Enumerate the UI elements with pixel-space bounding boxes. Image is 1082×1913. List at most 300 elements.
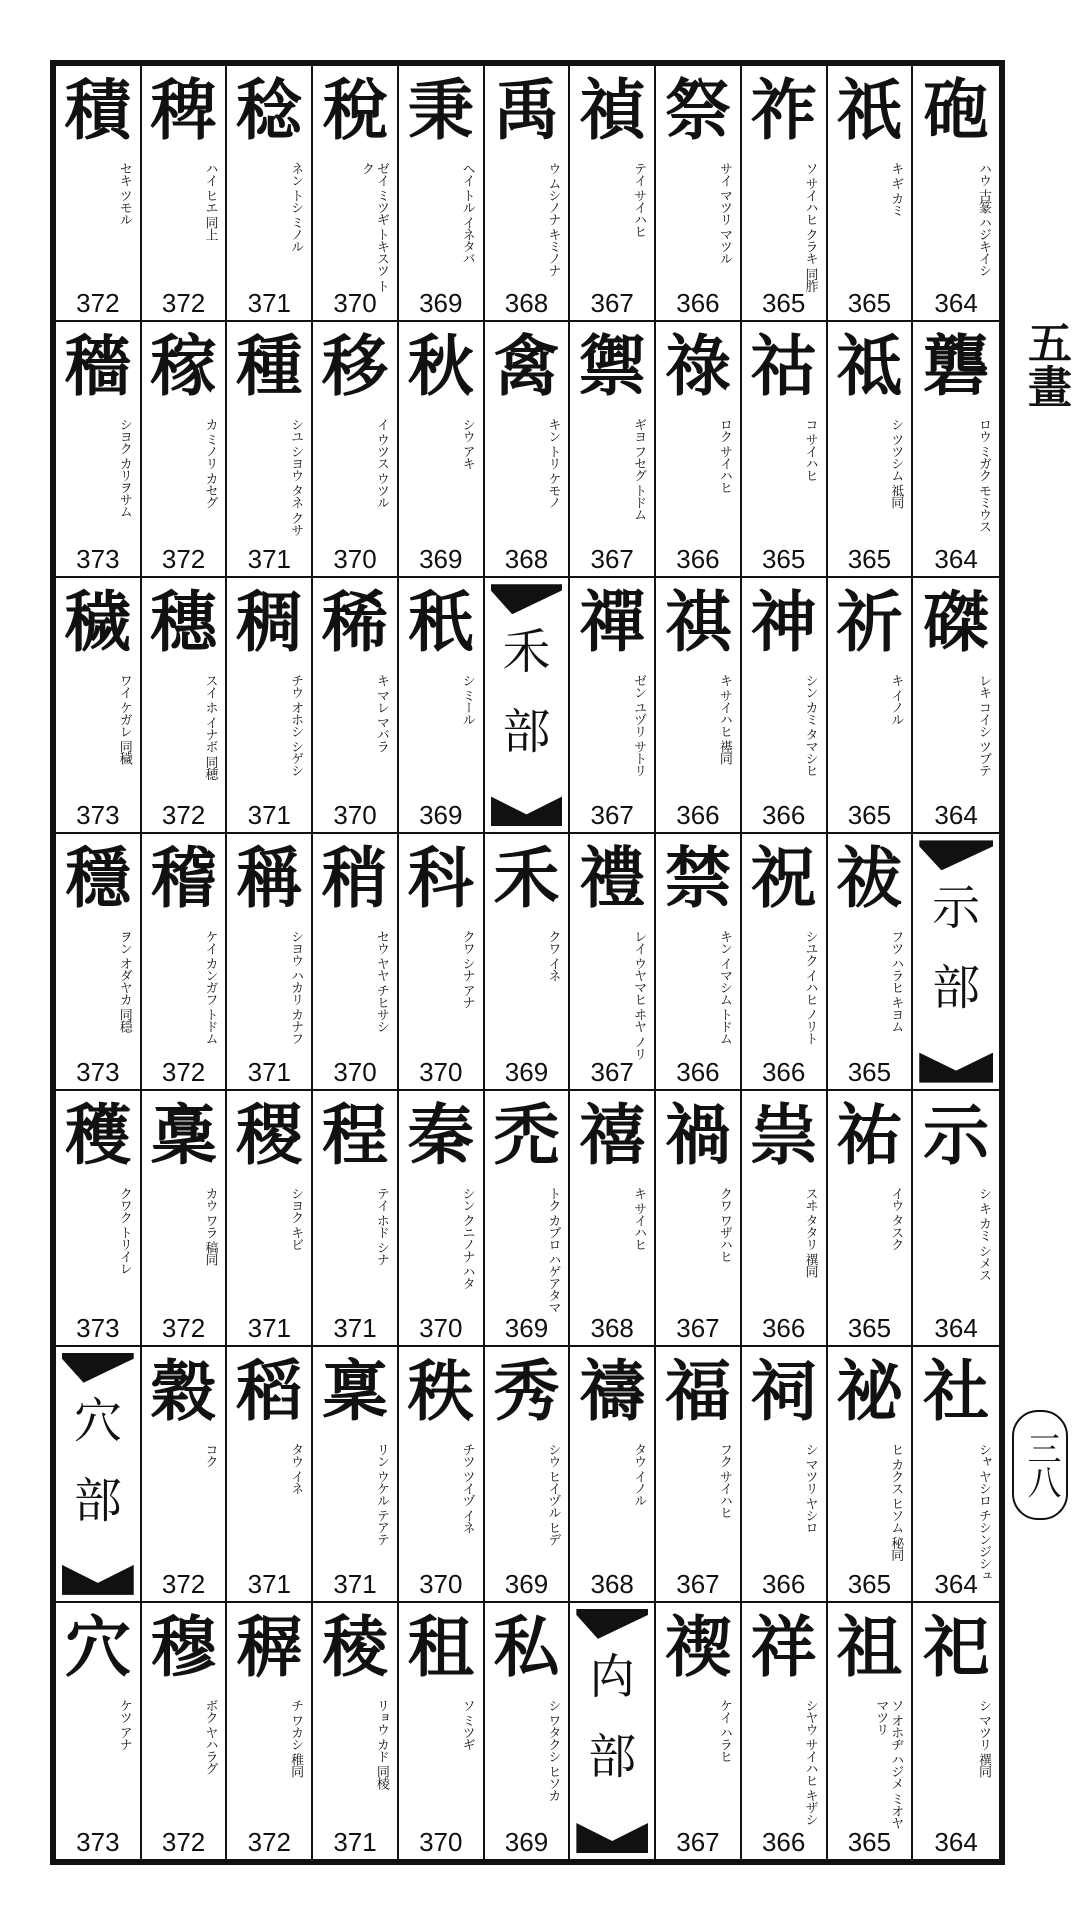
- kanji-reading: ヲン オダヤカ 同穏: [116, 930, 132, 1033]
- entry-page-number: 372: [76, 288, 120, 319]
- kanji-reading: シ ミール: [459, 674, 475, 726]
- kanji-character: 祈: [836, 583, 903, 662]
- kanji-character: 禧: [579, 1095, 646, 1174]
- kanji-entry: [828, 1091, 914, 1347]
- kanji-entry: [828, 66, 914, 322]
- kanji-reading: フツ ハラヒ キヨム: [888, 930, 904, 1033]
- kanji-reading: レイ ウヤマヒ ヰヤ ノリ: [631, 930, 647, 1060]
- kanji-entry: [313, 1091, 399, 1347]
- kanji-character: 禿: [493, 1095, 560, 1174]
- kanji-entry: [313, 322, 399, 578]
- kanji-entry: [570, 578, 656, 834]
- entry-page-number: 373: [76, 1312, 120, 1343]
- kanji-reading: テイ ホド シナ: [373, 1186, 389, 1265]
- entry-page-number: 365: [761, 544, 806, 575]
- entry-page-number: 369: [419, 544, 463, 575]
- kanji-character: 社: [923, 1351, 990, 1430]
- entry-page-number: 366: [761, 800, 806, 831]
- entry-page-number: 367: [676, 1568, 720, 1599]
- kanji-entry: [656, 66, 742, 322]
- kanji-entry: [227, 322, 313, 578]
- entry-page-number: 364: [934, 1312, 978, 1343]
- kanji-entry: [656, 1091, 742, 1347]
- kanji-reading: リョウ カド 同棱: [373, 1698, 389, 1790]
- kanji-reading: キン イマシム トドム: [716, 930, 732, 1045]
- radical-header: [576, 1609, 648, 1853]
- kanji-entry: [742, 834, 828, 1090]
- kanji-entry: [56, 1603, 142, 1859]
- radical-glyph: 示: [932, 880, 981, 937]
- kanji-entry: [485, 1091, 571, 1347]
- kanji-character: 禾: [493, 839, 560, 918]
- header-top-ornament: [919, 840, 993, 870]
- entry-page-number: 368: [590, 1312, 634, 1343]
- entry-page-number: 365: [847, 1826, 892, 1857]
- kanji-reading: シ ツツシム 祗同: [888, 418, 904, 509]
- kanji-reading: ゼイ ミツギ トキスツ トク: [358, 162, 389, 292]
- kanji-character: 穫: [64, 1095, 131, 1174]
- kanji-character: 禎: [579, 71, 646, 149]
- entry-page-number: 368: [504, 288, 549, 319]
- kanji-character: 砲: [923, 71, 990, 149]
- kanji-reading: ゼン ユヅリ サトリ: [631, 674, 647, 777]
- radical-header-cell: [56, 1347, 142, 1603]
- kanji-character: 秩: [407, 1351, 474, 1430]
- kanji-reading: ソ サイハヒ クラキ 同胙: [802, 162, 818, 292]
- entry-page-number: 365: [847, 288, 892, 319]
- kanji-reading: キ イノル: [888, 674, 904, 726]
- kanji-entry: [56, 1091, 142, 1347]
- kanji-reading: スヰ タタリ 禩同: [802, 1186, 818, 1277]
- header-bottom-ornament: [491, 796, 563, 826]
- kanji-character: 穀: [150, 1351, 217, 1430]
- kanji-character: 祺: [664, 583, 731, 662]
- kanji-character: 祀: [923, 1607, 990, 1686]
- kanji-character: 礱: [923, 327, 990, 406]
- kanji-reading: シヨウ ハカリ カナフ: [288, 930, 304, 1045]
- kanji-entry: [142, 1603, 228, 1859]
- entry-page-number: 371: [333, 1568, 377, 1599]
- kanji-entry: [142, 578, 228, 834]
- kanji-entry: [227, 66, 313, 322]
- kanji-reading: キ サイハヒ: [631, 1186, 647, 1250]
- kanji-reading: シャ ヤシロ チシンジシュ: [975, 1442, 991, 1581]
- radical-glyph: 禸: [588, 1648, 637, 1705]
- entry-page-number: 368: [590, 1568, 634, 1599]
- kanji-reading: コ サイハヒ: [802, 418, 818, 482]
- kanji-entry: [656, 1603, 742, 1859]
- entry-page-number: 365: [847, 1056, 892, 1087]
- entry-page-number: 372: [247, 1826, 291, 1857]
- kanji-reading: キン トリ ケモノ: [545, 418, 561, 509]
- kanji-character: 穴: [64, 1607, 131, 1686]
- header-bottom-ornament: [576, 1823, 648, 1853]
- kanji-entry: [313, 578, 399, 834]
- kanji-entry: [227, 578, 313, 834]
- kanji-character: 祠: [750, 1351, 817, 1430]
- kanji-reading: キ サイハヒ 禥同: [716, 674, 732, 765]
- header-bottom-ornament: [62, 1565, 134, 1595]
- header-top-ornament: [491, 584, 563, 614]
- kanji-character: 秉: [407, 71, 474, 149]
- kanji-character: 祿: [664, 327, 731, 406]
- kanji-reading: チツ ツイヅ イネ: [459, 1442, 475, 1533]
- kanji-reading: シヨク カリヲサム: [116, 418, 132, 518]
- kanji-entry: [742, 66, 828, 322]
- kanji-reading: シヨク キビ: [288, 1186, 304, 1250]
- entry-page-number: 371: [247, 800, 291, 831]
- radical-section-label: 部: [588, 1728, 637, 1785]
- kanji-character: 稼: [150, 327, 217, 406]
- entry-page-number: 367: [590, 1056, 634, 1087]
- entry-page-number: 371: [333, 1312, 377, 1343]
- radical-header: [62, 1353, 134, 1595]
- kanji-reading: シ マツリ ヤシロ: [802, 1442, 818, 1533]
- kanji-character: 種: [236, 327, 303, 406]
- kanji-reading: クワ シナ アナ: [459, 930, 475, 1009]
- kanji-entry: [742, 322, 828, 578]
- radical-header-cell: [913, 834, 999, 1090]
- index-frame: [50, 60, 1005, 1865]
- entry-page-number: 366: [761, 1568, 806, 1599]
- entry-page-number: 373: [76, 1826, 120, 1857]
- kanji-character: 穡: [64, 327, 131, 406]
- kanji-entry: [913, 1603, 999, 1859]
- kanji-entry: [913, 322, 999, 578]
- kanji-character: 穢: [64, 583, 131, 662]
- kanji-character: 稟: [322, 1351, 389, 1430]
- entry-page-number: 365: [847, 800, 892, 831]
- kanji-reading: ソ オホヂ ハジメ ミオヤ マツリ: [873, 1698, 904, 1829]
- kanji-reading: ヒ カクス ヒソム 秘同: [888, 1442, 904, 1561]
- kanji-entry: [742, 1091, 828, 1347]
- kanji-character: 稻: [236, 1351, 303, 1430]
- kanji-character: 秀: [493, 1351, 560, 1430]
- entry-page-number: 371: [333, 1826, 377, 1857]
- kanji-character: 禮: [579, 839, 646, 918]
- kanji-character: 祕: [836, 1351, 903, 1430]
- kanji-reading: ギヨ フセグ トドム: [631, 418, 647, 521]
- kanji-character: 秋: [407, 327, 474, 406]
- stroke-count-title: 五畫: [1020, 320, 1071, 408]
- kanji-character: 稠: [236, 583, 303, 662]
- kanji-character: 穩: [64, 839, 131, 918]
- kanji-reading: シウ ヒイヅル ヒデ: [545, 1442, 561, 1545]
- entry-page-number: 364: [934, 1826, 978, 1857]
- entry-page-number: 365: [761, 288, 806, 319]
- kanji-character: 祐: [836, 1095, 903, 1174]
- entry-page-number: 372: [161, 288, 206, 319]
- kanji-character: 稅: [322, 71, 389, 149]
- entry-page-number: 372: [161, 1826, 206, 1857]
- entry-page-number: 373: [76, 800, 120, 831]
- kanji-character: 租: [407, 1607, 474, 1686]
- entry-page-number: 365: [847, 1568, 892, 1599]
- kanji-reading: タウ イネ: [288, 1442, 304, 1494]
- kanji-character: 祚: [750, 71, 817, 149]
- kanji-reading: クワ ワザハヒ: [716, 1186, 732, 1262]
- kanji-reading: ソ ミツギ: [459, 1698, 475, 1750]
- radical-header: [919, 840, 993, 1082]
- kanji-entry: [913, 1347, 999, 1603]
- kanji-reading: ヘイ トル イネタバ: [459, 162, 475, 265]
- kanji-character: 祇: [836, 71, 903, 149]
- kanji-entry: [142, 1347, 228, 1603]
- kanji-character: 禍: [664, 1095, 731, 1174]
- kanji-reading: ロウ ミガク モミウス: [975, 418, 991, 533]
- kanji-entry: [570, 1091, 656, 1347]
- kanji-character: 禱: [579, 1351, 646, 1430]
- kanji-character: 移: [322, 327, 389, 406]
- kanji-reading: ケイ カンガフ トドム: [202, 930, 218, 1045]
- kanji-character: 神: [750, 583, 817, 662]
- kanji-entry: [570, 322, 656, 578]
- kanji-character: 稗: [150, 71, 217, 149]
- kanji-reading: ウ ムシノナ キミノナ: [545, 162, 561, 277]
- entry-page-number: 365: [847, 1312, 892, 1343]
- entry-page-number: 370: [333, 544, 377, 575]
- entry-page-number: 370: [419, 1312, 463, 1343]
- entry-page-number: 372: [161, 544, 206, 575]
- kanji-reading: ロク サイハヒ: [716, 418, 732, 494]
- kanji-reading: イウ タスク: [888, 1186, 904, 1250]
- kanji-reading: ハイ ヒエ 同上: [202, 162, 218, 241]
- kanji-entry: [399, 1603, 485, 1859]
- radical-glyph: 穴: [73, 1392, 122, 1449]
- kanji-entry: [656, 834, 742, 1090]
- kanji-entry: [399, 834, 485, 1090]
- entry-page-number: 371: [247, 544, 291, 575]
- kanji-entry: [142, 1091, 228, 1347]
- kanji-entry: [485, 834, 571, 1090]
- kanji-entry: [913, 1091, 999, 1347]
- kanji-reading: キ マレ マバラ: [373, 674, 389, 753]
- kanji-character: 祓: [836, 839, 903, 918]
- kanji-character: 祖: [836, 1607, 903, 1686]
- radical-header-cell: [570, 1603, 656, 1859]
- kanji-reading: クワク トリイレ: [116, 1186, 132, 1274]
- kanji-entry: [56, 322, 142, 578]
- kanji-reading: コク: [202, 1442, 218, 1467]
- kanji-entry: [399, 578, 485, 834]
- kanji-reading: シユク イハヒ ノリト: [802, 930, 818, 1045]
- kanji-reading: フク サイハヒ: [716, 1442, 732, 1518]
- kanji-reading: シウ アキ: [459, 418, 475, 470]
- entry-page-number: 366: [761, 1056, 806, 1087]
- entry-page-number: 369: [419, 288, 463, 319]
- kanji-character: 禊: [664, 1607, 731, 1686]
- kanji-character: 祗: [836, 327, 903, 406]
- entry-page-number: 369: [419, 800, 463, 831]
- kanji-reading: ハウ 古篆 ハジキイシ: [975, 162, 991, 277]
- kanji-character: 福: [664, 1351, 731, 1430]
- kanji-entry: [570, 1347, 656, 1603]
- kanji-reading: ボク ヤハラグ: [202, 1698, 218, 1774]
- kanji-reading: シ ワタクシ ヒソカ: [545, 1698, 561, 1802]
- kanji-character: 稽: [150, 839, 217, 918]
- kanji-entry: [142, 834, 228, 1090]
- kanji-character: 稺: [236, 1607, 303, 1686]
- kanji-reading: シン クニノナ ハタ: [459, 1186, 475, 1289]
- kanji-character: 稔: [236, 71, 303, 149]
- kanji-character: 祜: [750, 327, 817, 406]
- kanji-character: 程: [322, 1095, 389, 1174]
- entry-page-number: 367: [676, 1826, 720, 1857]
- kanji-reading: セキ ツモル: [116, 162, 132, 226]
- kanji-entry: [913, 578, 999, 834]
- entry-page-number: 367: [590, 544, 634, 575]
- entry-page-number: 370: [333, 1056, 377, 1087]
- entry-page-number: 370: [419, 1826, 463, 1857]
- entry-page-number: 366: [676, 1056, 720, 1087]
- kanji-reading: ネン トシ ミノル: [288, 162, 304, 253]
- kanji-entry: [828, 1347, 914, 1603]
- kanji-reading: チ ワカシ 稚同: [288, 1698, 304, 1778]
- kanji-character: 禁: [664, 839, 731, 918]
- entry-page-number: 372: [161, 1056, 206, 1087]
- kanji-entry: [313, 1347, 399, 1603]
- entry-page-number: 371: [247, 1056, 291, 1087]
- kanji-reading: クワ イネ: [545, 930, 561, 982]
- kanji-reading: ワイ ケガレ 同穢: [116, 674, 132, 765]
- kanji-entry: [227, 1603, 313, 1859]
- entry-page-number: 369: [504, 1056, 549, 1087]
- kanji-character: 祟: [750, 1095, 817, 1174]
- kanji-reading: ケイ ハラヒ: [716, 1698, 732, 1762]
- kanji-entry: [828, 578, 914, 834]
- kanji-character: 穆: [150, 1607, 217, 1686]
- kanji-reading: カ ミノリ カセグ: [202, 418, 218, 509]
- entry-page-number: 370: [419, 1056, 463, 1087]
- kanji-entry: [56, 578, 142, 834]
- kanji-entry: [399, 322, 485, 578]
- kanji-character: 禦: [579, 327, 646, 406]
- kanji-entry: [742, 1347, 828, 1603]
- entry-page-number: 369: [504, 1826, 549, 1857]
- kanji-character: 科: [407, 839, 474, 918]
- entry-page-number: 364: [934, 1568, 978, 1599]
- kanji-reading: トク カブロ ハゲアタマ: [545, 1186, 561, 1313]
- entry-page-number: 366: [676, 800, 720, 831]
- kanji-reading: シン カミ タマシヒ: [802, 674, 818, 777]
- kanji-character: 稍: [322, 839, 389, 918]
- entry-page-number: 368: [504, 544, 549, 575]
- kanji-entry: [227, 1347, 313, 1603]
- kanji-reading: レキ コイシ ツブテ: [975, 674, 991, 777]
- kanji-character: 稷: [236, 1095, 303, 1174]
- kanji-reading: チウ オホシ シゲシ: [288, 674, 304, 777]
- kanji-character: 磔: [923, 583, 990, 662]
- kanji-entry: [742, 578, 828, 834]
- kanji-character: 私: [493, 1607, 560, 1686]
- kanji-character: 祝: [750, 839, 817, 918]
- entry-page-number: 367: [590, 800, 634, 831]
- kanji-entry: [227, 1091, 313, 1347]
- kanji-reading: テイ サイハヒ: [631, 162, 647, 238]
- kanji-character: 祭: [664, 71, 731, 149]
- kanji-entry: [142, 322, 228, 578]
- page-number-badge: 三八: [1012, 1410, 1068, 1520]
- entry-page-number: 364: [934, 800, 978, 831]
- radical-section-label: 部: [502, 704, 551, 761]
- kanji-entry: [828, 322, 914, 578]
- kanji-entry: [399, 1347, 485, 1603]
- kanji-reading: リン ウケル テアテ: [373, 1442, 389, 1545]
- kanji-entry: [399, 66, 485, 322]
- kanji-character: 稀: [322, 583, 389, 662]
- header-top-ornament: [62, 1353, 134, 1383]
- kanji-entry: [828, 834, 914, 1090]
- kanji-entry: [828, 1603, 914, 1859]
- kanji-character: 穗: [150, 583, 217, 662]
- kanji-reading: キ ギ カミ: [888, 162, 904, 217]
- radical-header: [491, 584, 563, 826]
- entry-page-number: 371: [247, 1568, 291, 1599]
- kanji-reading: スイ ホ イナボ 同穂: [202, 674, 218, 780]
- kanji-character: 禹: [493, 71, 560, 149]
- entry-page-number: 369: [504, 1312, 549, 1343]
- kanji-character: 稱: [236, 839, 303, 918]
- entry-page-number: 366: [676, 288, 720, 319]
- entry-page-number: 371: [247, 288, 291, 319]
- kanji-entry: [913, 66, 999, 322]
- kanji-character: 稜: [322, 1607, 389, 1686]
- kanji-entry: [56, 834, 142, 1090]
- entry-page-number: 372: [161, 1568, 206, 1599]
- entry-page-number: 373: [76, 544, 120, 575]
- kanji-entry: [485, 322, 571, 578]
- kanji-reading: シヤウ サイハヒ キザシ: [802, 1698, 818, 1826]
- kanji-reading: カウ ワラ 稿同: [202, 1186, 218, 1265]
- kanji-reading: タウ イノル: [631, 1442, 647, 1506]
- kanji-entry: [56, 66, 142, 322]
- kanji-entry: [313, 834, 399, 1090]
- kanji-reading: ケツ アナ: [116, 1698, 132, 1750]
- kanji-entry: [742, 1603, 828, 1859]
- kanji-entry: [570, 834, 656, 1090]
- kanji-character: 積: [64, 71, 131, 149]
- entry-page-number: 366: [761, 1312, 806, 1343]
- entry-page-number: 365: [847, 544, 892, 575]
- kanji-entry: [227, 834, 313, 1090]
- kanji-entry: [485, 66, 571, 322]
- entry-page-number: 366: [761, 1826, 806, 1857]
- header-bottom-ornament: [919, 1053, 993, 1083]
- entry-page-number: 370: [333, 288, 377, 319]
- kanji-character: 秖: [407, 583, 474, 662]
- kanji-reading: セウ ヤヤ チヒサシ: [373, 930, 389, 1033]
- kanji-entry: [485, 1347, 571, 1603]
- kanji-entry: [399, 1091, 485, 1347]
- radical-glyph: 禾: [502, 624, 551, 681]
- kanji-entry: [313, 66, 399, 322]
- header-top-ornament: [576, 1609, 648, 1639]
- entry-page-number: 364: [934, 288, 978, 319]
- kanji-character: 禽: [493, 327, 560, 406]
- kanji-reading: シ キ カミ シメス: [975, 1186, 991, 1280]
- kanji-entry: [570, 66, 656, 322]
- entry-page-number: 372: [161, 1312, 206, 1343]
- radical-section-label: 部: [932, 960, 981, 1017]
- kanji-entry: [142, 66, 228, 322]
- kanji-character: 秦: [407, 1095, 474, 1174]
- kanji-reading: サイ マツリ マツル: [716, 162, 732, 265]
- entry-page-number: 367: [590, 288, 634, 319]
- entry-page-number: 364: [934, 544, 978, 575]
- kanji-character: 示: [923, 1095, 990, 1174]
- kanji-reading: シユ シヨウ タネ クサ: [288, 418, 304, 536]
- entry-page-number: 373: [76, 1056, 120, 1087]
